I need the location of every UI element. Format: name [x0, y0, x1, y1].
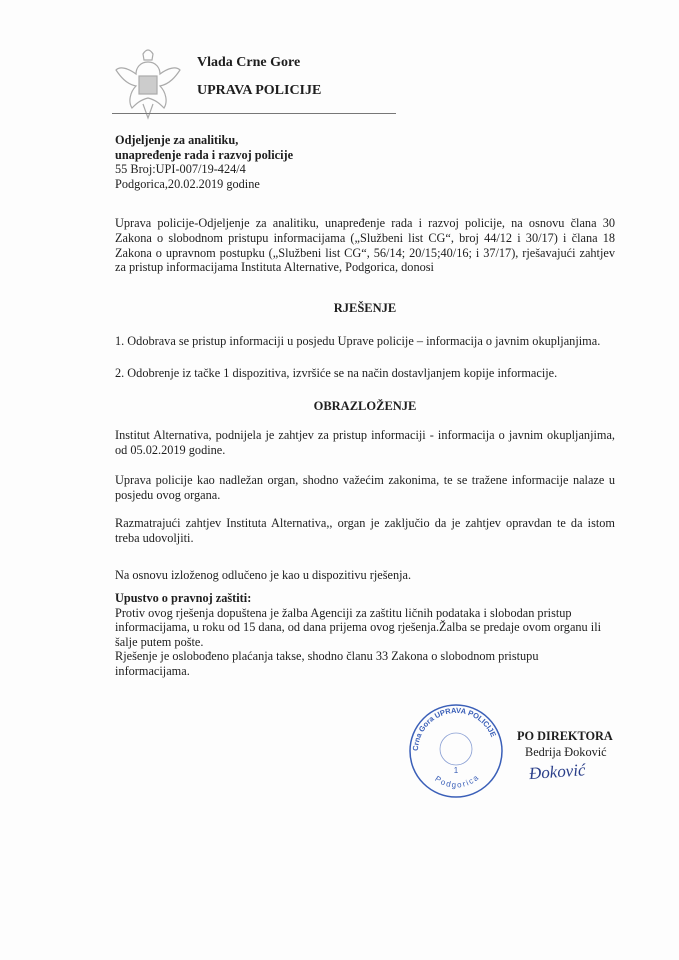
- reasoning-paragraph-3: Razmatrajući zahtjev Instituta Alternativa,, organ je zaključio da je zahtjev opravdan te da istom treba udovoljiti.: [115, 516, 615, 545]
- legal-remedy-text: Protiv ovog rješenja dopuštena je žalba Agenciji za zaštitu ličnih podataka i slobodan pristup informacijama, u roku od 15 dana, od dana prijema ovog rješenja.Žalba se predaje ovom organu ili šalje putem pošte.: [115, 605, 602, 649]
- svg-text:Crna Gora UPRAVA POLICIJE: [411, 706, 498, 751]
- handwritten-signature: Đoković: [528, 760, 587, 784]
- agency-name: UPRAVA POLICIJE: [197, 83, 322, 98]
- government-name: Vlada Crne Gore: [197, 55, 301, 70]
- intro-paragraph: Uprava policije-Odjeljenje za analitiku, unapređenje rada i razvoj policije, na osnovu člana 30 Zakona o slobodnom pristupu informacijama („Službeni list CG“, broj 44/12 i 30/17) i člana 18 Zakona o upravnom postupku („Službeni list CG“, 56/14; 20/15;40/16; i 37/17), rješavajući zahtjev za pristup informacijama Instituta Alternative, Podgorica, donosi: [115, 216, 615, 275]
- stamp-text-bottom: Podgorica: [433, 772, 482, 790]
- stamp-text-top: Crna Gora UPRAVA POLICIJE: [410, 705, 499, 752]
- svg-text:Podgorica: [433, 772, 481, 789]
- department-block: [115, 133, 615, 191]
- decision-title: RJEŠENJE: [333, 300, 397, 315]
- place-date: Podgorica,20.02.2019 godine: [115, 176, 260, 191]
- legal-remedy-block: [115, 591, 615, 679]
- reasoning-paragraph-1: Institut Alternativa, podnijela je zahtjev za pristup informaciji - informacija o javnim okupljanjima, od 05.02.2019 godine.: [115, 427, 615, 457]
- stamp-number: 1: [453, 766, 459, 775]
- reference-number: 55 Broj:UPI-007/19-424/4: [115, 162, 246, 177]
- header-divider: [112, 113, 396, 114]
- department-line1: Odjeljenje za analitiku,: [115, 133, 239, 147]
- signatory-name: Bedrija Đoković: [525, 745, 607, 759]
- reasoning-title: OBRAZLOŽENJE: [313, 398, 417, 413]
- reasoning-paragraph-2: Uprava policije kao nadležan organ, shodno važećim zakonima, te se tražene informacije nalaze u posjedu ovog organa.: [115, 473, 615, 502]
- decision-item-1: 1. Odobrava se pristup informaciji u posjedu Uprave policije – informacija o javnim okupljanjima.: [115, 333, 601, 348]
- decision-item-2: 2. Odobrenje iz tačke 1 dispozitiva, izvršiće se na način dostavljanjem kopije informacije.: [115, 366, 558, 381]
- signature-block: [517, 728, 613, 786]
- signatory-role: PO DIREKTORA: [517, 729, 613, 743]
- coat-of-arms-emblem: [113, 44, 183, 122]
- reasoning-paragraph-4: Na osnovu izloženog odlučeno je kao u dispozitivu rješenja.: [115, 567, 412, 582]
- fee-exemption: Rješenje je oslobođeno plaćanja takse, shodno članu 33 Zakona o slobodnom pristupu informacijama.: [115, 649, 539, 679]
- legal-remedy-title: Upustvo o pravnoj zaštiti:: [115, 591, 252, 606]
- department-line2: unapređenje rada i razvoj policije: [115, 147, 294, 162]
- official-stamp: [408, 703, 504, 799]
- document-body: [115, 133, 615, 679]
